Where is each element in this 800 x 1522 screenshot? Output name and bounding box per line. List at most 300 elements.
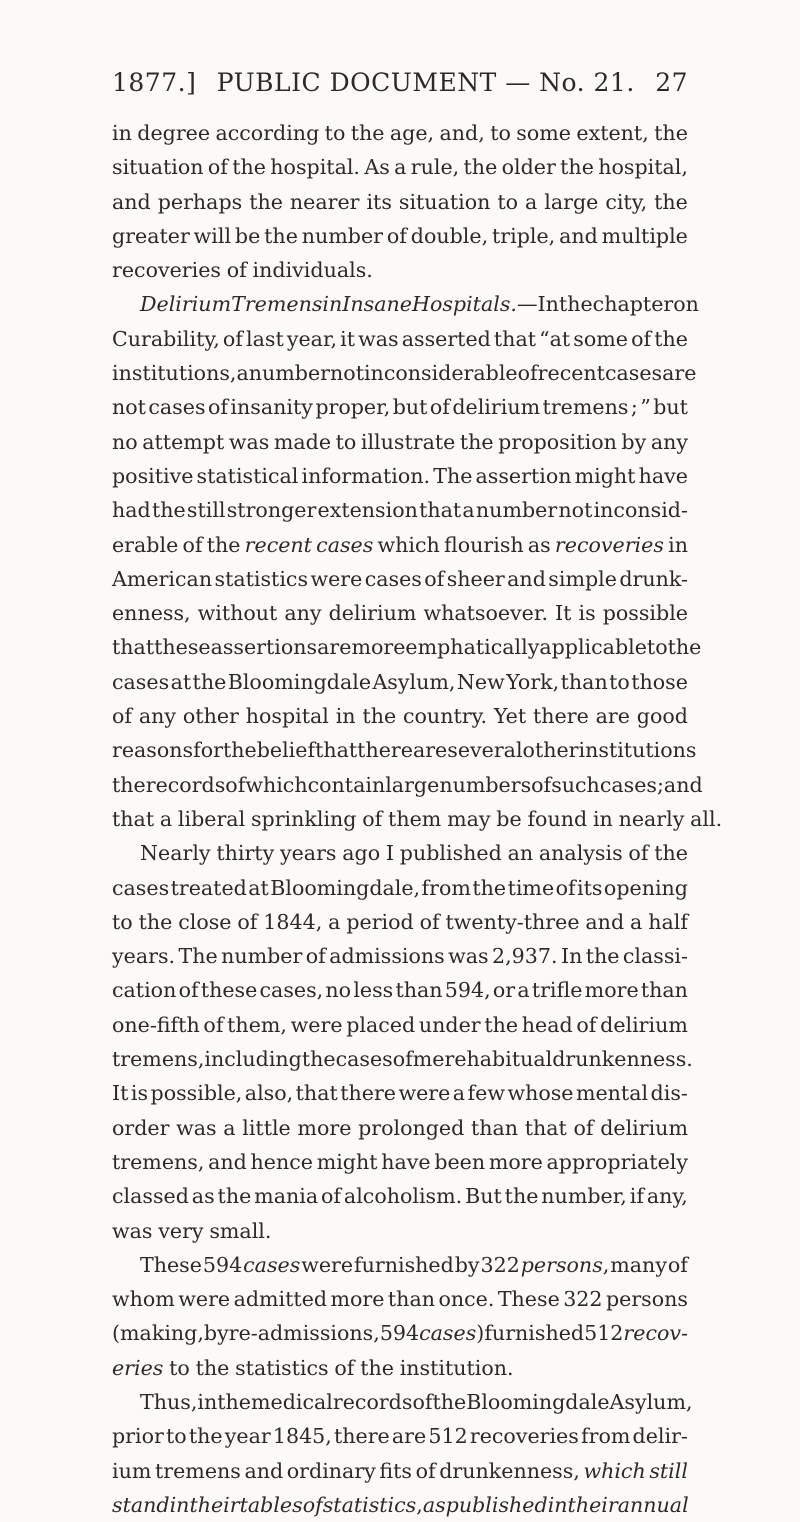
word: which [583, 1458, 646, 1483]
word: was [112, 1218, 153, 1243]
word: the [472, 875, 507, 900]
word: little [242, 1115, 291, 1140]
word: is [578, 601, 596, 626]
word: the [206, 532, 241, 557]
word: ordinary [286, 1458, 376, 1483]
word: stronger [226, 498, 317, 523]
word: those [631, 669, 688, 694]
word: delirium [328, 601, 417, 626]
word: a [452, 1081, 466, 1106]
word: 2,937. [492, 944, 558, 969]
word: records [145, 772, 226, 797]
word: order [112, 1115, 170, 1140]
word: were [178, 1287, 231, 1312]
text-line [112, 665, 688, 699]
text-line [112, 390, 688, 424]
word: ; [656, 772, 664, 797]
word: that [524, 1115, 567, 1140]
word: several [447, 738, 523, 763]
word: rule, [410, 155, 460, 180]
word: there [533, 704, 589, 729]
word: from [580, 1424, 631, 1449]
word: opening [603, 875, 688, 900]
word: of [392, 1047, 413, 1072]
word: extent, [576, 121, 649, 145]
word: might [574, 463, 636, 488]
word: the [362, 704, 397, 729]
word: are [595, 704, 630, 729]
word: applicable [539, 635, 647, 660]
word: the [138, 909, 173, 934]
word: ” [640, 395, 651, 420]
word: the [264, 223, 298, 248]
word: of [225, 772, 246, 797]
word: published [399, 841, 502, 866]
word: there [340, 1081, 396, 1106]
word: emphatically [405, 635, 540, 660]
word: there [333, 1424, 390, 1449]
word: as [527, 532, 551, 557]
word: a [159, 806, 173, 831]
word: by [621, 429, 647, 454]
word: had [112, 498, 151, 523]
text-line [112, 356, 697, 390]
word: by [454, 1252, 480, 1277]
word: of [305, 944, 326, 969]
word: hospital [245, 704, 329, 729]
word: tremens, [112, 1149, 205, 1174]
word: year, [286, 326, 338, 351]
text-line [112, 185, 688, 219]
text-line [112, 1419, 688, 1453]
word: of [334, 1355, 355, 1380]
text-line [112, 322, 688, 356]
text-line [112, 596, 688, 630]
word: were [290, 1012, 343, 1037]
word: which [245, 772, 308, 797]
word: there [357, 738, 413, 763]
running-header [112, 68, 688, 97]
word: country. [403, 704, 488, 729]
text-line [112, 528, 688, 562]
word: as [422, 1492, 446, 1517]
word: were [310, 566, 363, 591]
word: small. [209, 1218, 272, 1243]
word: the [249, 189, 283, 214]
word: was [358, 326, 399, 351]
word: “at [539, 326, 571, 351]
word: These [140, 1252, 202, 1277]
word: whom [112, 1287, 175, 1312]
word: these [200, 978, 258, 1003]
word: of [415, 1458, 436, 1483]
word: to [169, 1355, 190, 1380]
word: numbers [439, 772, 532, 797]
word: than [395, 978, 443, 1003]
word: from [421, 875, 471, 900]
word: any [650, 429, 688, 454]
word: possible, [150, 1081, 243, 1106]
word: and, [439, 121, 485, 145]
word: Asylum, [372, 669, 456, 694]
word: Thus, [140, 1389, 198, 1414]
word: have [638, 463, 688, 488]
word: tremens [542, 395, 629, 420]
word: but [392, 395, 428, 420]
word: recoveries [554, 532, 664, 557]
word: than [640, 978, 688, 1003]
word: of [424, 566, 445, 591]
text-line [112, 905, 688, 939]
word: re-admissions, [228, 1321, 380, 1346]
text-line [112, 493, 688, 527]
word: in [322, 292, 343, 317]
word: Bloomingdale, [270, 875, 421, 900]
word: be [234, 223, 261, 248]
word: 594, [444, 978, 491, 1003]
word: prolonged [358, 1115, 465, 1140]
text-line [112, 1351, 688, 1385]
word: in [197, 1389, 218, 1414]
word: including [204, 1047, 302, 1072]
word: in [112, 121, 132, 145]
word: was [176, 1115, 217, 1140]
word: perhaps [157, 189, 243, 214]
word: treated [170, 875, 247, 900]
text-line [112, 1248, 688, 1282]
word: mania [254, 1184, 319, 1209]
word: at [248, 875, 269, 900]
word: more [330, 1287, 385, 1312]
word: without [197, 601, 278, 626]
word: possible [602, 601, 688, 626]
word: recoveries [112, 258, 221, 283]
word: half [648, 909, 688, 934]
word: age, [389, 121, 435, 145]
page-number: 27 [655, 68, 688, 97]
word: to [324, 121, 346, 145]
word: of [631, 326, 652, 351]
word: of [517, 361, 538, 386]
text-line [112, 425, 688, 459]
word: of [237, 909, 258, 934]
word: of [412, 1389, 433, 1414]
word: enness, [112, 601, 191, 626]
word: all. [690, 806, 723, 831]
word: still [649, 1458, 688, 1483]
word: not [558, 498, 593, 523]
word: Bloomingdale [466, 1389, 610, 1414]
word: might [316, 1149, 378, 1174]
word: of [531, 772, 552, 797]
word: dis- [650, 1081, 688, 1106]
text-line [112, 1076, 688, 1110]
word: institutions [578, 738, 697, 763]
word: it [340, 326, 356, 351]
word: I [385, 841, 395, 866]
word: — [516, 292, 538, 317]
text-line [112, 973, 688, 1007]
word: the [151, 498, 186, 523]
word: Bloomingdale [227, 669, 372, 694]
word: tables [239, 1492, 303, 1517]
word: number [475, 498, 558, 523]
word: according [215, 121, 320, 145]
word: of [419, 909, 440, 934]
word: for [193, 738, 223, 763]
word: one-fifth [112, 1012, 200, 1037]
word: triple, [492, 223, 556, 248]
word: admitted [233, 1287, 328, 1312]
word: the [192, 669, 227, 694]
word: older [501, 155, 556, 180]
word: if [629, 1184, 644, 1209]
word: situation [398, 189, 491, 214]
word: of [555, 875, 576, 900]
text-line [112, 287, 699, 321]
word: no [112, 429, 138, 454]
header-title: PUBLIC DOCUMENT — No. 21. [216, 68, 635, 97]
word: insanity [230, 395, 313, 420]
text-line [112, 150, 688, 184]
text-line [112, 733, 697, 767]
word: more [488, 1149, 543, 1174]
word: large [385, 772, 440, 797]
word: 512 [428, 1424, 468, 1449]
word: are [662, 361, 697, 386]
word: drunkenness, [439, 1458, 580, 1483]
word: hospital. [270, 155, 360, 180]
word: some [573, 326, 628, 351]
word: few [467, 1081, 505, 1106]
word: the [195, 1355, 230, 1380]
word: hence [250, 1149, 313, 1174]
word: more [297, 1115, 352, 1140]
word: of [178, 978, 199, 1003]
word: Nearly [140, 841, 211, 866]
word: of [226, 258, 247, 283]
word: year [224, 1424, 271, 1449]
word: and [208, 1149, 247, 1174]
word: cases, [259, 978, 324, 1003]
word: fits [379, 1458, 412, 1483]
word: of [222, 326, 243, 351]
word: will [193, 223, 232, 248]
word: stand [112, 1492, 170, 1517]
word: American [112, 566, 213, 591]
word: habitual [466, 1047, 553, 1072]
word: the [222, 738, 257, 763]
word: illustrate [360, 429, 456, 454]
word: belief [256, 738, 316, 763]
word: on [673, 292, 699, 317]
word: than [560, 669, 608, 694]
word: and [585, 909, 625, 934]
word: extension [317, 498, 418, 523]
word: It [555, 601, 572, 626]
text-line [112, 253, 688, 287]
word: of [429, 395, 450, 420]
word: statistical [196, 463, 299, 488]
word: medical [250, 1389, 333, 1414]
word: were [301, 1252, 354, 1277]
word: a [517, 978, 530, 1003]
word: may [447, 806, 491, 831]
word: at [170, 669, 192, 694]
word: to [609, 669, 630, 694]
word: the [217, 1184, 252, 1209]
word: in [668, 532, 688, 557]
word: the [654, 189, 688, 214]
word: statistics [235, 1355, 329, 1380]
word: of [207, 155, 228, 180]
word: delirium [600, 1115, 688, 1140]
word: individuals. [252, 258, 373, 283]
word: of [573, 1115, 594, 1140]
word: In [560, 944, 583, 969]
word: sheer [446, 566, 505, 591]
word: a [236, 361, 249, 386]
word: Yet [493, 704, 527, 729]
word: nearer [289, 189, 360, 214]
word: been [434, 1149, 486, 1174]
word: of [203, 1012, 224, 1037]
text-line [112, 836, 688, 870]
word: reasons [112, 738, 194, 763]
word: ago [342, 841, 381, 866]
word: these [154, 635, 211, 660]
word: cases [604, 361, 663, 386]
word: eries [112, 1355, 164, 1380]
word: the [558, 292, 593, 317]
word: annual [617, 1492, 689, 1517]
word: a [328, 909, 341, 934]
word: recoveries [469, 1424, 579, 1449]
word: are [391, 1424, 427, 1449]
word: city, [605, 189, 648, 214]
word: that [295, 1081, 338, 1106]
word: asserted [401, 326, 491, 351]
word: sprinkling [250, 806, 357, 831]
word: analysis [538, 841, 623, 866]
word: of [628, 841, 649, 866]
word: that [112, 635, 155, 660]
word: of [302, 1492, 323, 1517]
word: positive [112, 463, 194, 488]
word: records [332, 1389, 413, 1414]
text-line [112, 1214, 688, 1248]
word: tremens, [112, 1047, 205, 1072]
word: the [350, 121, 385, 145]
word: It [112, 1081, 129, 1106]
word: in [169, 1492, 190, 1517]
word: attempt [142, 429, 225, 454]
word: 512 [584, 1321, 624, 1346]
word: their [567, 1492, 618, 1517]
word: furnished [354, 1252, 454, 1277]
word: The [178, 944, 218, 969]
word: number [301, 223, 384, 248]
text-line [112, 459, 688, 493]
text-line [112, 1145, 688, 1179]
word: cases [335, 1047, 393, 1072]
word: to [646, 635, 668, 660]
word: were [398, 1081, 451, 1106]
word: Asylum, [609, 1389, 693, 1414]
word: that [315, 738, 358, 763]
text-line [112, 1179, 688, 1213]
word: institution. [399, 1355, 514, 1380]
word: contain [307, 772, 386, 797]
word: 1845, [272, 1424, 332, 1449]
word: prior [112, 1424, 164, 1449]
word: double, [410, 223, 489, 248]
word: flourish [443, 532, 524, 557]
text-line [112, 219, 688, 253]
word: inconsid- [593, 498, 688, 523]
word: degree [137, 121, 211, 145]
text-line [112, 768, 703, 802]
word: period [346, 909, 414, 934]
word: York, [506, 669, 560, 694]
word: of [112, 704, 133, 729]
word: of [386, 223, 407, 248]
word: also, [244, 1081, 294, 1106]
word: whose [507, 1081, 574, 1106]
word: than [470, 1115, 519, 1140]
word: to [335, 429, 357, 454]
text-line [112, 699, 688, 733]
word: statistics [214, 566, 309, 591]
word: a [462, 498, 475, 523]
word: tremens [154, 1458, 241, 1483]
word: But [465, 1184, 502, 1209]
word: as [191, 1184, 215, 1209]
word: or [492, 978, 516, 1003]
word: and [663, 772, 703, 797]
word: which [377, 532, 440, 557]
word: New [456, 669, 505, 694]
word: classed [112, 1184, 189, 1209]
word: large [544, 189, 599, 214]
text-line [112, 939, 688, 973]
word: to [166, 1424, 187, 1449]
word: of [321, 1184, 342, 1209]
word: situation [112, 155, 204, 180]
word: delir- [632, 1424, 688, 1449]
word: 594 [202, 1252, 243, 1277]
word: an [507, 841, 534, 866]
word: no [325, 978, 352, 1003]
word: that [112, 806, 155, 831]
word: in [335, 704, 356, 729]
word: persons, [520, 1252, 610, 1277]
word: the [463, 155, 498, 180]
word: admissions [329, 944, 445, 969]
word: the [654, 326, 688, 351]
body-text [112, 116, 723, 1522]
word: ium [112, 1458, 152, 1483]
word: still [186, 498, 226, 523]
word: information. [301, 463, 431, 488]
word: cases [148, 395, 206, 420]
word: appropriately [546, 1149, 688, 1174]
word: 594 [379, 1321, 420, 1346]
word: ; [630, 395, 638, 420]
text-line [112, 1385, 693, 1419]
word: cases [243, 1252, 301, 1277]
word: delirium [600, 1012, 688, 1037]
